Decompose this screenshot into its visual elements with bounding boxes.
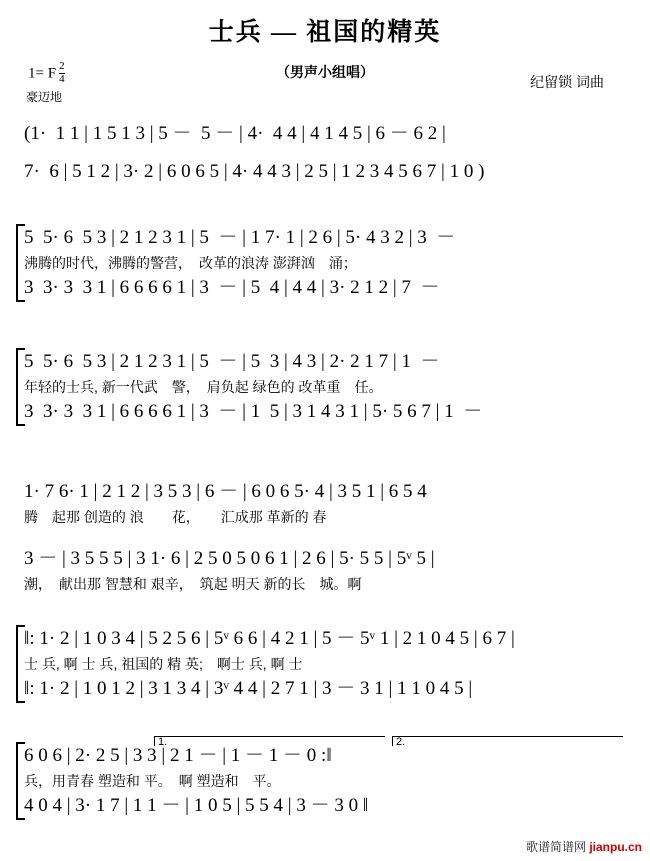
time-signature	[59, 61, 65, 85]
site-credit-domain: jianpu.cn	[589, 840, 642, 854]
staff-line	[24, 158, 628, 188]
first-ending-label: 1.	[158, 736, 168, 748]
music-system-ending	[24, 736, 628, 820]
tempo-marking: 豪迈地	[26, 90, 63, 104]
notation-melody: (1· 1 1 | 1 5 1 3 | 5 － 5 － | 4· 4 4 | 4 1 4 5 | 6 － 6 2 |	[24, 123, 446, 144]
music-system-bridge-1	[24, 478, 628, 528]
performance-type-subtitle: （男声小组唱）	[276, 64, 374, 80]
notation-upper-voice: ‖: 1· 2 | 1 0 3 4 | 5 2 5 6 | 5ᵛ 6 6 | 4 2 1 | 5 － 5ᵛ 1 | 2 1 0 4 5 | 6 7 |	[24, 628, 515, 649]
second-ending-bracket	[392, 736, 623, 746]
music-system-intro-1	[24, 120, 628, 150]
lyrics-line: 兵，用青春 塑造和 平。 啊 塑造和 平。	[24, 773, 281, 789]
notation-upper-voice: 5 5· 6 5 3 | 2 1 2 3 1 | 5 － | 1 7· 1 | 2 6 | 5· 4 3 2 | 3 －	[24, 227, 456, 248]
music-system-verse-2	[24, 348, 628, 426]
music-system-chorus	[24, 625, 628, 703]
key-signature	[28, 62, 65, 86]
time-signature-denominator: 4	[59, 72, 65, 85]
notation-upper-voice: 5 5· 6 5 3 | 2 1 2 3 1 | 5 － | 5 3 | 4 3 | 2· 2 1 7 | 1 －	[24, 351, 440, 372]
music-system-verse-1	[24, 224, 628, 302]
system-brace	[16, 742, 25, 820]
site-credit-text: 歌谱简谱网	[525, 840, 590, 854]
second-ending-label: 2.	[396, 736, 406, 748]
lyrics-line: 年轻的士兵, 新一代武 警， 肩负起 绿色的 改革重 任。	[24, 379, 383, 395]
staff-line	[24, 120, 628, 150]
notation-melody: 7· 6 | 5 1 2 | 3· 2 | 6 0 6 5 | 4· 4 4 3 | 2 5 | 1 2 3 4 5 6 7 | 1 0 )	[24, 161, 485, 182]
lyrics-line: 腾 起那 创造的 浪 花， 汇成那 革新的 春	[24, 509, 327, 525]
notation-melody: 3 － | 3 5 5 5 | 3 1· 6 | 2 5 0 5 0 6 1 | 2 6 | 5· 5 5 | 5ᵛ 5 |	[24, 548, 435, 569]
notation-lower-voice: 3 3· 3 3 1 | 6 6 6 6 1 | 3 － | 1 5 | 3 1 4 3 1 | 5· 5 6 7 | 1 －	[24, 401, 483, 422]
key-label: 1= F	[28, 65, 57, 82]
system-brace	[16, 625, 25, 703]
site-credit	[526, 838, 642, 855]
notation-upper-voice: 6 0 6 | 2· 2 5 | 3 3 | 2 1 － | 1 － 1 － 0 :‖	[24, 745, 332, 766]
notation-lower-voice: ‖: 1· 2 | 1 0 1 2 | 3 1 3 4 | 3ᵛ 4 4 | 2 7 1 | 3 － 3 1 | 1 1 0 4 5 |	[24, 678, 473, 699]
music-system-intro-2	[24, 158, 628, 188]
music-system-bridge-2	[24, 545, 628, 595]
lyrics-line: 沸腾的时代，沸腾的警营， 改革的浪涛 澎湃汹 涌；	[24, 255, 357, 271]
notation-melody: 1· 7 6· 1 | 2 1 2 | 3 5 3 | 6 － | 6 0 6 5· 4 | 3 5 1 | 6 5 4	[24, 481, 427, 502]
first-ending-bracket	[154, 736, 385, 746]
page-title: 士兵 — 祖国的精英	[208, 19, 442, 46]
system-brace	[16, 348, 25, 426]
notation-lower-voice: 4 0 4 | 3· 1 7 | 1 1 － | 1 0 5 | 5 5 4 | 3 － 3 0 ‖	[24, 795, 369, 816]
system-brace	[16, 224, 25, 302]
lyrics-line: 士 兵, 啊 士 兵, 祖国的 精 英; 啊士 兵, 啊 士	[24, 656, 303, 672]
notation-lower-voice: 3 3· 3 3 1 | 6 6 6 6 1 | 3 － | 5 4 | 4 4 | 3· 2 1 2 | 7 －	[24, 277, 440, 298]
composer-credit: 纪留锁 词曲	[530, 74, 604, 90]
time-signature-numerator: 2	[59, 60, 65, 72]
lyrics-line: 潮， 献出那 智慧和 艰辛， 筑起 明天 新的长 城。啊	[24, 576, 362, 592]
